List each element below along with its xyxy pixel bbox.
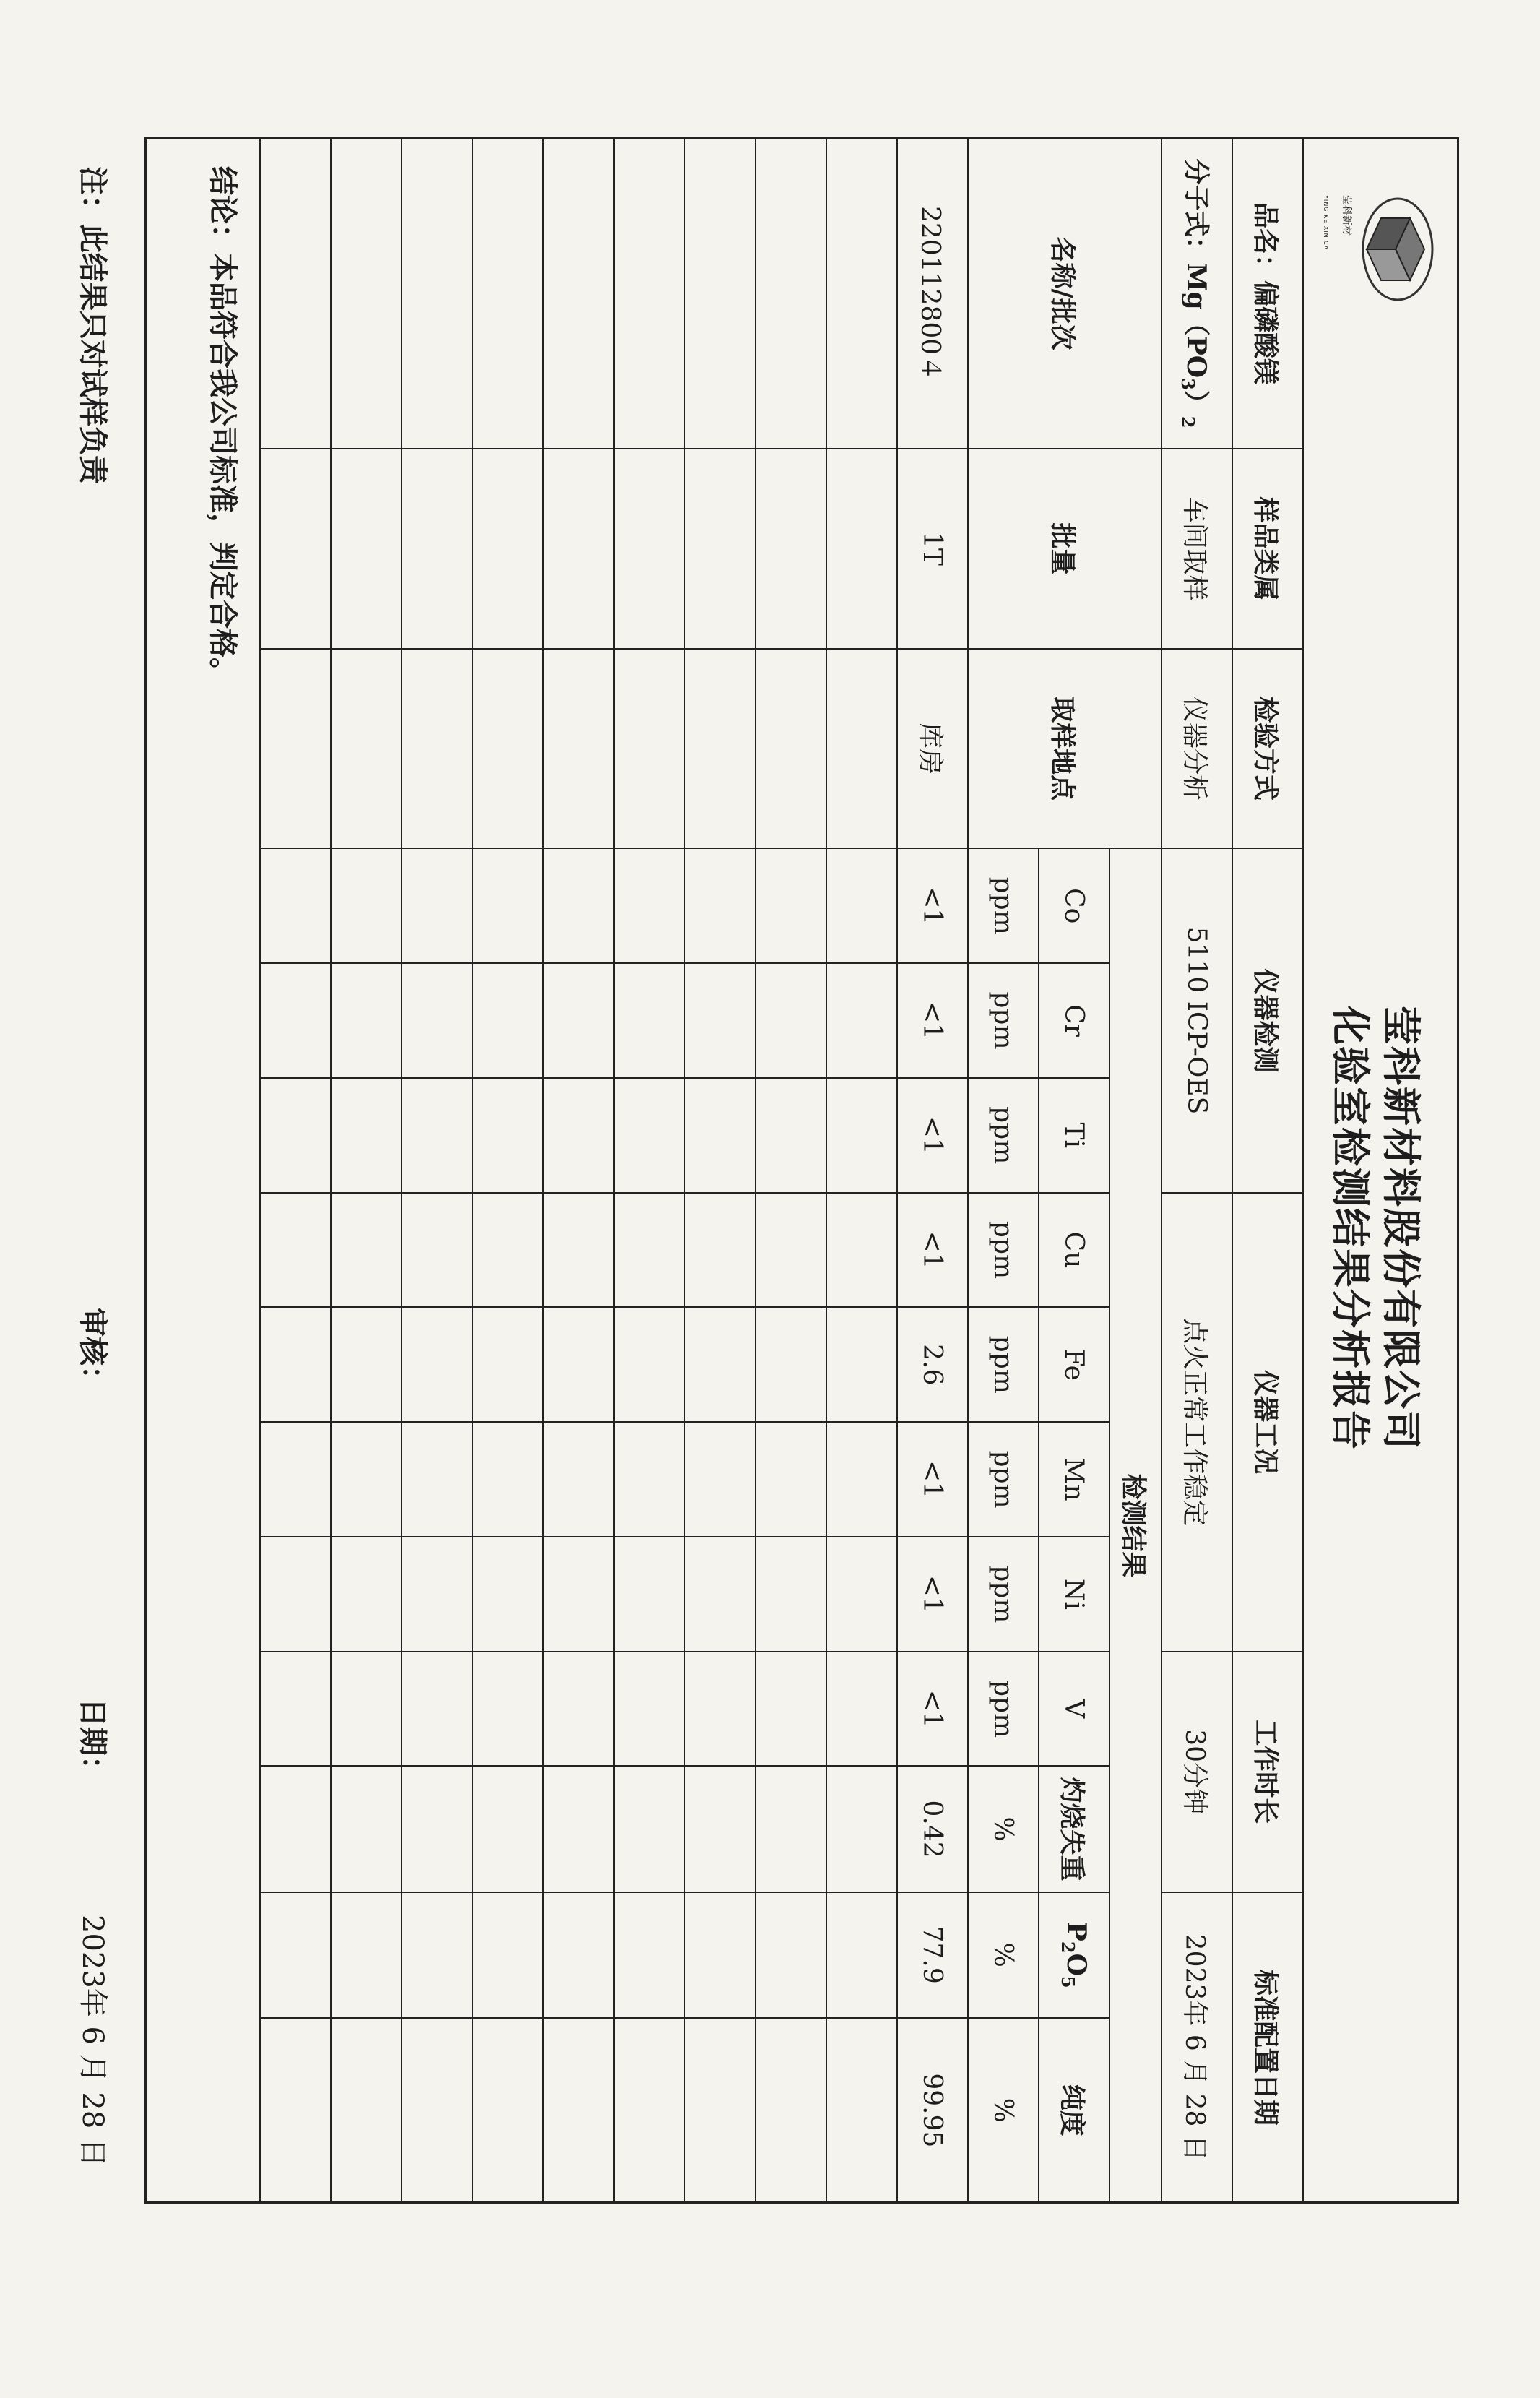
sample-type-value: 车间取样 xyxy=(1162,449,1232,649)
logo-text: 莹科新材 xyxy=(1341,195,1352,236)
location-value: 库房 xyxy=(897,649,968,849)
footer-date-label: 日期： xyxy=(76,1698,110,1785)
unit-cell: % xyxy=(968,1892,1039,2018)
sample-type-label: 样品类属 xyxy=(1232,449,1303,649)
cube-logo-icon xyxy=(1358,195,1437,303)
element-name: Fe xyxy=(1039,1307,1109,1422)
report-table xyxy=(259,137,1304,2204)
result-value: 77.9 xyxy=(897,1892,968,2018)
rotated-report xyxy=(76,137,1459,2204)
product-name-cell: 品名：偏磷酸镁 xyxy=(1232,138,1303,449)
result-value: <1 xyxy=(897,848,968,963)
result-value: 99.95 xyxy=(897,2018,968,2203)
element-name: 灼烧失重 xyxy=(1039,1766,1109,1892)
unit-cell: ppm xyxy=(968,1537,1039,1652)
empty-row xyxy=(543,138,614,2203)
company-logo xyxy=(1300,195,1437,383)
formula-sub-2: 2 xyxy=(1177,415,1198,428)
quantity-value: 1T xyxy=(897,449,968,649)
name-batch-header: 名称/批次 xyxy=(968,138,1162,449)
method-label: 检验方式 xyxy=(1232,649,1303,849)
footer-date-value: 2023年 6 月 28 日 xyxy=(76,1915,109,2168)
element-name: Ni xyxy=(1039,1537,1109,1652)
formula-prefix: 分子式：Mg（PO xyxy=(1181,158,1212,379)
instrument-value: 5110 ICP-OES xyxy=(1162,848,1232,1192)
unit-cell: ppm xyxy=(968,1193,1039,1308)
data-row xyxy=(897,138,968,2203)
batch-value: 220112800４ xyxy=(897,138,968,449)
unit-cell: ppm xyxy=(968,963,1039,1078)
quantity-header: 批量 xyxy=(968,449,1162,649)
location-header: 取样地点 xyxy=(968,649,1162,849)
footer-note: 注：此结果只对试样负责 xyxy=(76,166,110,484)
element-name: Co xyxy=(1039,848,1109,963)
element-name: 纯度 xyxy=(1039,2018,1109,2203)
result-value: 0.42 xyxy=(897,1766,968,1892)
conclusion-text: 结论：本品符合我公司标准，判定合格。 xyxy=(206,166,240,686)
results-header: 检测结果 xyxy=(1109,848,1162,2203)
empty-row xyxy=(685,138,756,2203)
result-value: 2.6 xyxy=(897,1307,968,1422)
element-name-p2o5: $P_2O_5$ xyxy=(1039,1892,1109,2018)
empty-row xyxy=(614,138,685,2203)
unit-cell: ppm xyxy=(968,848,1039,963)
std-date-label: 标准配置日期 xyxy=(1232,1892,1303,2203)
report-title: 化验室检测结果分析报告 xyxy=(1328,1006,1373,1451)
footer-review: 审核： xyxy=(76,1308,110,1394)
method-value: 仪器分析 xyxy=(1162,649,1232,849)
formula-sub-3: 3 xyxy=(1177,378,1198,390)
empty-row xyxy=(402,138,472,2203)
result-value: <1 xyxy=(897,1537,968,1652)
empty-row xyxy=(826,138,897,2203)
unit-cell: % xyxy=(968,2018,1039,2203)
element-name: V xyxy=(1039,1652,1109,1767)
element-name: Cr xyxy=(1039,963,1109,1078)
logo-english: YING KE XIN CAI xyxy=(1323,195,1329,253)
empty-row xyxy=(756,138,826,2203)
empty-row xyxy=(331,138,402,2203)
duration-value: 30分钟 xyxy=(1162,1652,1232,1892)
unit-cell: ppm xyxy=(968,1307,1039,1422)
std-date-value: 2023年 6 月 28 日 xyxy=(1162,1892,1232,2203)
result-value: <1 xyxy=(897,1422,968,1537)
empty-row xyxy=(260,138,331,2203)
element-name: Ti xyxy=(1039,1078,1109,1193)
element-name: Cu xyxy=(1039,1193,1109,1308)
formula-cell xyxy=(1162,138,1232,449)
condition-value: 点火正常工作稳定 xyxy=(1162,1193,1232,1652)
condition-label: 仪器工况 xyxy=(1232,1193,1303,1652)
unit-cell: % xyxy=(968,1766,1039,1892)
result-value: <1 xyxy=(897,1193,968,1308)
result-value: <1 xyxy=(897,1652,968,1767)
empty-row xyxy=(472,138,543,2203)
header-row-2 xyxy=(1162,138,1232,2203)
duration-label: 工作时长 xyxy=(1232,1652,1303,1892)
result-value: <1 xyxy=(897,963,968,1078)
instrument-label: 仪器检测 xyxy=(1232,848,1303,1192)
formula-mid: ） xyxy=(1181,389,1212,416)
results-header-row xyxy=(1109,138,1162,2203)
header-row-1 xyxy=(1232,138,1303,2203)
unit-cell: ppm xyxy=(968,1078,1039,1193)
element-name: Mn xyxy=(1039,1422,1109,1537)
result-value: <1 xyxy=(897,1078,968,1193)
company-name: 莹科新材料股份有限公司 xyxy=(1378,1006,1424,1451)
unit-cell: ppm xyxy=(968,1422,1039,1537)
unit-cell: ppm xyxy=(968,1652,1039,1767)
